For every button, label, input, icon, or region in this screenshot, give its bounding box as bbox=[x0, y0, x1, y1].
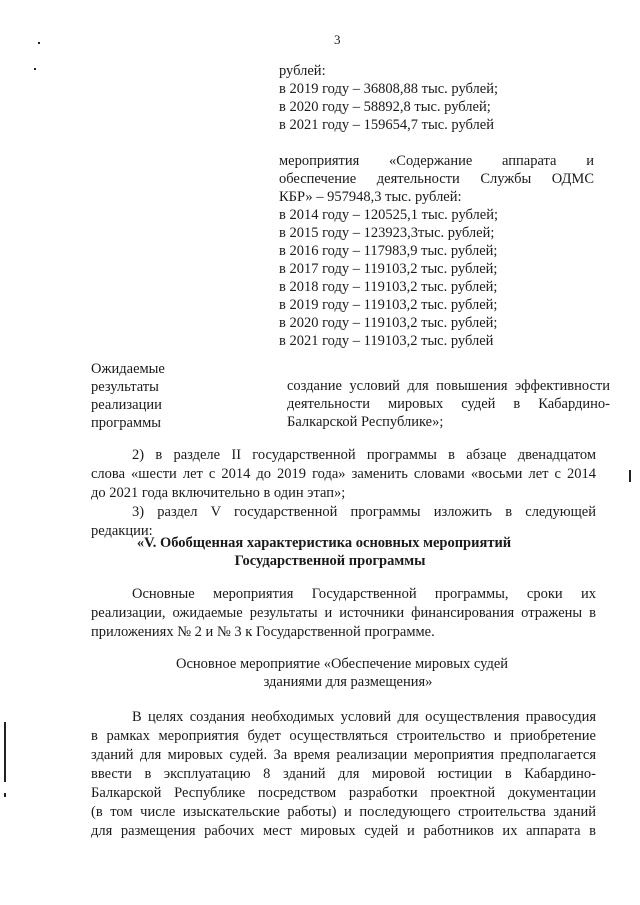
text-line: ввести в эксплуатацию 8 зданий для мировой юстиции в Кабардино- bbox=[91, 766, 596, 782]
paragraph-main bbox=[91, 585, 596, 642]
expected-results-label: реализации bbox=[91, 397, 162, 413]
funding-line: обеспечение деятельности Службы ОДМС bbox=[279, 171, 594, 187]
funding-line: в 2019 году – 119103,2 тыс. рублей; bbox=[279, 297, 498, 313]
text-line: до 2021 года включительно в один этап»; bbox=[91, 485, 346, 501]
text-line: реализации, ожидаемые результаты и источники финансирования отражены в bbox=[91, 605, 596, 621]
funding-line: в 2021 году – 119103,2 тыс. рублей bbox=[279, 333, 494, 349]
expected-results-label: результаты bbox=[91, 379, 159, 395]
text-line: Балкарской Республике посредством разработки проектной документации bbox=[91, 785, 596, 801]
expected-results-label: программы bbox=[91, 415, 161, 431]
expected-results-text: деятельности мировых судей в Кабардино- bbox=[287, 396, 610, 412]
funding-line: рублей: bbox=[279, 63, 326, 79]
page-number: 3 bbox=[334, 32, 341, 47]
scan-speck bbox=[38, 42, 40, 44]
funding-line: в 2017 году – 119103,2 тыс. рублей; bbox=[279, 261, 498, 277]
text-line: 3) раздел V государственной программы изложить в следующей bbox=[132, 504, 596, 520]
funding-line: в 2020 году – 58892,8 тыс. рублей; bbox=[279, 99, 491, 115]
paragraph-last bbox=[91, 708, 596, 841]
expected-results-text: создание условий для повышения эффективности bbox=[287, 378, 610, 394]
scan-edge-mark bbox=[4, 722, 6, 782]
subheading: Основное мероприятие «Обеспечение мировых судей bbox=[175, 656, 509, 672]
funding-line: в 2016 году – 117983,9 тыс. рублей; bbox=[279, 243, 498, 259]
scan-speck bbox=[34, 68, 36, 70]
funding-line: в 2015 году – 123923,3тыс. рублей; bbox=[279, 225, 495, 241]
scan-edge-mark bbox=[4, 793, 6, 797]
expected-results-label: Ожидаемые bbox=[91, 361, 165, 377]
text-line: для размещения рабочих мест мировых судей и работников их аппарата в bbox=[91, 823, 596, 839]
funding-line: КБР» – 957948,3 тыс. рублей: bbox=[279, 189, 462, 205]
text-line: зданий для мировых судей. За время реализации мероприятия предполагается bbox=[91, 747, 596, 763]
text-line: (в том числе изыскательские работы) и последующего строительства зданий bbox=[91, 804, 596, 820]
text-line: слова «шести лет с 2014 до 2019 года» заменить словами «восьми лет с 2014 bbox=[91, 466, 596, 482]
section-heading: Государственной программы bbox=[234, 553, 426, 569]
amendment-item-2 bbox=[91, 446, 596, 503]
text-line: В целях создания необходимых условий для осуществления правосудия bbox=[132, 709, 596, 725]
text-line: в рамках мероприятия будет осуществляться строительство и приобретение bbox=[91, 728, 596, 744]
funding-line: в 2020 году – 119103,2 тыс. рублей; bbox=[279, 315, 498, 331]
funding-line: в 2014 году – 120525,1 тыс. рублей; bbox=[279, 207, 499, 223]
funding-line: в 2019 году – 36808,88 тыс. рублей; bbox=[279, 81, 499, 97]
text-line: Основные мероприятия Государственной программы, сроки их bbox=[132, 586, 596, 602]
scan-mark bbox=[629, 470, 631, 482]
funding-line: мероприятия «Содержание аппарата и bbox=[279, 153, 594, 169]
subheading: зданиями для размещения» bbox=[263, 674, 433, 690]
funding-line: в 2018 году – 119103,2 тыс. рублей; bbox=[279, 279, 498, 295]
text-line: редакции: bbox=[91, 523, 153, 539]
expected-results-text: Балкарской Республике»; bbox=[287, 414, 444, 430]
text-line: приложениях № 2 и № 3 к Государственной программе. bbox=[91, 624, 435, 640]
text-line: 2) в разделе II государственной программы в абзаце двенадцатом bbox=[132, 447, 596, 463]
section-heading: «V. Обобщенная характеристика основных мероприятий bbox=[136, 535, 512, 551]
funding-line: в 2021 году – 159654,7 тыс. рублей bbox=[279, 117, 494, 133]
